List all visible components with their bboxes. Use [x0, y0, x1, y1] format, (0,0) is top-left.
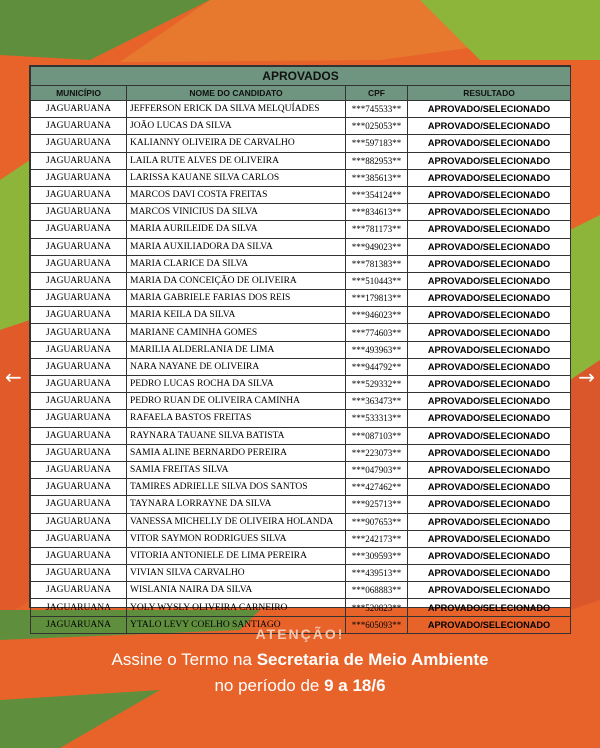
cell-cpf: ***087103**	[346, 427, 408, 444]
cell-nome: TAMIRES ADRIELLE SILVA DOS SANTOS	[127, 479, 346, 496]
cell-municipio: JAGUARUANA	[31, 410, 127, 427]
cell-municipio: JAGUARUANA	[31, 186, 127, 203]
table-row	[31, 479, 571, 496]
cell-nome: KALIANNY OLIVEIRA DE CARVALHO	[127, 135, 346, 152]
cell-nome: YOLY WYSLY OLIVEIRA CARNEIRO	[127, 599, 346, 616]
cell-resultado: APROVADO/SELECIONADO	[408, 444, 571, 461]
cell-cpf: ***354124**	[346, 186, 408, 203]
cell-resultado: APROVADO/SELECIONADO	[408, 565, 571, 582]
cell-cpf: ***944792**	[346, 358, 408, 375]
instruction-period-dates: 9 a 18/6	[324, 676, 386, 695]
cell-nome: MARIA AURILEIDE DA SILVA	[127, 221, 346, 238]
table-row	[31, 599, 571, 616]
table-row	[31, 186, 571, 203]
cell-cpf: ***223073**	[346, 444, 408, 461]
cell-resultado: APROVADO/SELECIONADO	[408, 135, 571, 152]
cell-nome: VANESSA MICHELLY DE OLIVEIRA HOLANDA	[127, 513, 346, 530]
cell-nome: MARIANE CAMINHA GOMES	[127, 324, 346, 341]
cell-resultado: APROVADO/SELECIONADO	[408, 547, 571, 564]
cell-municipio: JAGUARUANA	[31, 135, 127, 152]
table-row	[31, 565, 571, 582]
cell-municipio: JAGUARUANA	[31, 324, 127, 341]
cell-cpf: ***605093**	[346, 616, 408, 633]
table-row	[31, 444, 571, 461]
cell-nome: TAYNARA LORRAYNE DA SILVA	[127, 496, 346, 513]
cell-nome: RAFAELA BASTOS FREITAS	[127, 410, 346, 427]
cell-cpf: ***745533**	[346, 101, 408, 118]
cell-resultado: APROVADO/SELECIONADO	[408, 479, 571, 496]
cell-cpf: ***363473**	[346, 393, 408, 410]
cell-resultado: APROVADO/SELECIONADO	[408, 393, 571, 410]
cell-cpf: ***907653**	[346, 513, 408, 530]
cell-resultado: APROVADO/SELECIONADO	[408, 461, 571, 478]
table-row	[31, 307, 571, 324]
cell-resultado: APROVADO/SELECIONADO	[408, 169, 571, 186]
table-row	[31, 547, 571, 564]
cell-resultado: APROVADO/SELECIONADO	[408, 582, 571, 599]
cell-nome: MARCOS DAVI COSTA FREITAS	[127, 186, 346, 203]
cell-municipio: JAGUARUANA	[31, 358, 127, 375]
table-title: APROVADOS	[31, 67, 571, 86]
cell-cpf: ***533313**	[346, 410, 408, 427]
cell-resultado: APROVADO/SELECIONADO	[408, 238, 571, 255]
instruction-secretaria: Secretaria de Meio Ambiente	[256, 650, 489, 669]
cell-municipio: JAGUARUANA	[31, 118, 127, 135]
column-header-nome: NOME DO CANDIDATO	[127, 86, 346, 101]
table-row	[31, 290, 571, 307]
instruction-line-1	[0, 650, 600, 670]
instruction-period-text: no período de	[214, 676, 325, 695]
table-row	[31, 393, 571, 410]
cell-nome: MARILIA ALDERLANIA DE LIMA	[127, 341, 346, 358]
cell-municipio: JAGUARUANA	[31, 513, 127, 530]
cell-cpf: ***493963**	[346, 341, 408, 358]
cell-cpf: ***597183**	[346, 135, 408, 152]
cell-municipio: JAGUARUANA	[31, 599, 127, 616]
table-row	[31, 513, 571, 530]
cell-municipio: JAGUARUANA	[31, 255, 127, 272]
cell-cpf: ***047903**	[346, 461, 408, 478]
column-header-municipio: MUNICÍPIO	[31, 86, 127, 101]
cell-nome: MARIA DA CONCEIÇÃO DE OLIVEIRA	[127, 272, 346, 289]
table-row	[31, 427, 571, 444]
cell-resultado: APROVADO/SELECIONADO	[408, 255, 571, 272]
cell-cpf: ***946023**	[346, 307, 408, 324]
cell-resultado: APROVADO/SELECIONADO	[408, 221, 571, 238]
cell-municipio: JAGUARUANA	[31, 376, 127, 393]
cell-municipio: JAGUARUANA	[31, 582, 127, 599]
cell-cpf: ***949023**	[346, 238, 408, 255]
cell-nome: MARCOS VINICIUS DA SILVA	[127, 204, 346, 221]
arrow-left-icon[interactable]: ←	[5, 365, 22, 389]
cell-municipio: JAGUARUANA	[31, 152, 127, 169]
cell-resultado: APROVADO/SELECIONADO	[408, 358, 571, 375]
table-row	[31, 135, 571, 152]
cell-resultado: APROVADO/SELECIONADO	[408, 496, 571, 513]
cell-municipio: JAGUARUANA	[31, 307, 127, 324]
cell-municipio: JAGUARUANA	[31, 169, 127, 186]
cell-cpf: ***529332**	[346, 376, 408, 393]
cell-cpf: ***439513**	[346, 565, 408, 582]
cell-nome: VITOR SAYMON RODRIGUES SILVA	[127, 530, 346, 547]
cell-municipio: JAGUARUANA	[31, 565, 127, 582]
arrow-right-icon[interactable]: →	[578, 365, 595, 389]
cell-municipio: JAGUARUANA	[31, 101, 127, 118]
cell-cpf: ***385613**	[346, 169, 408, 186]
table-row	[31, 358, 571, 375]
table-row	[31, 169, 571, 186]
table-row	[31, 221, 571, 238]
cell-municipio: JAGUARUANA	[31, 221, 127, 238]
table-row	[31, 255, 571, 272]
cell-nome: MARIA KEILA DA SILVA	[127, 307, 346, 324]
cell-nome: WISLANIA NAIRA DA SILVA	[127, 582, 346, 599]
cell-cpf: ***781383**	[346, 255, 408, 272]
cell-resultado: APROVADO/SELECIONADO	[408, 410, 571, 427]
cell-nome: PEDRO RUAN DE OLIVEIRA CAMINHA	[127, 393, 346, 410]
cell-municipio: JAGUARUANA	[31, 204, 127, 221]
cell-nome: MARIA GABRIELE FARIAS DOS REIS	[127, 290, 346, 307]
cell-nome: LAILA RUTE ALVES DE OLIVEIRA	[127, 152, 346, 169]
cell-cpf: ***242173**	[346, 530, 408, 547]
cell-resultado: APROVADO/SELECIONADO	[408, 307, 571, 324]
cell-nome: VITORIA ANTONIELE DE LIMA PEREIRA	[127, 547, 346, 564]
table-row	[31, 582, 571, 599]
cell-municipio: JAGUARUANA	[31, 272, 127, 289]
cell-nome: SAMIA ALINE BERNARDO PEREIRA	[127, 444, 346, 461]
cell-municipio: JAGUARUANA	[31, 479, 127, 496]
column-header-cpf: CPF	[346, 86, 408, 101]
cell-resultado: APROVADO/SELECIONADO	[408, 272, 571, 289]
cell-cpf: ***774603**	[346, 324, 408, 341]
cell-cpf: ***510443**	[346, 272, 408, 289]
cell-nome: SAMIA FREITAS SILVA	[127, 461, 346, 478]
cell-cpf: ***309593**	[346, 547, 408, 564]
cell-cpf: ***427462**	[346, 479, 408, 496]
cell-nome: JEFFERSON ERICK DA SILVA MELQUÍADES	[127, 101, 346, 118]
cell-resultado: APROVADO/SELECIONADO	[408, 204, 571, 221]
table-row	[31, 376, 571, 393]
cell-nome: VIVIAN SILVA CARVALHO	[127, 565, 346, 582]
cell-municipio: JAGUARUANA	[31, 427, 127, 444]
table-row	[31, 101, 571, 118]
cell-resultado: APROVADO/SELECIONADO	[408, 616, 571, 633]
table-row	[31, 238, 571, 255]
cell-resultado: APROVADO/SELECIONADO	[408, 152, 571, 169]
cell-resultado: APROVADO/SELECIONADO	[408, 186, 571, 203]
cell-nome: RAYNARA TAUANE SILVA BATISTA	[127, 427, 346, 444]
cell-municipio: JAGUARUANA	[31, 341, 127, 358]
cell-resultado: APROVADO/SELECIONADO	[408, 118, 571, 135]
cell-nome: YTALO LEVY COELHO SANTIAGO	[127, 616, 346, 633]
cell-resultado: APROVADO/SELECIONADO	[408, 513, 571, 530]
cell-resultado: APROVADO/SELECIONADO	[408, 290, 571, 307]
table-row	[31, 410, 571, 427]
cell-resultado: APROVADO/SELECIONADO	[408, 341, 571, 358]
cell-municipio: JAGUARUANA	[31, 461, 127, 478]
cell-cpf: ***179813**	[346, 290, 408, 307]
cell-resultado: APROVADO/SELECIONADO	[408, 530, 571, 547]
cell-resultado: APROVADO/SELECIONADO	[408, 427, 571, 444]
table-row	[31, 530, 571, 547]
cell-resultado: APROVADO/SELECIONADO	[408, 101, 571, 118]
approved-table	[30, 66, 571, 634]
cell-cpf: ***520823**	[346, 599, 408, 616]
cell-cpf: ***068883**	[346, 582, 408, 599]
cell-cpf: ***882953**	[346, 152, 408, 169]
cell-cpf: ***025053**	[346, 118, 408, 135]
cell-municipio: JAGUARUANA	[31, 530, 127, 547]
table-row	[31, 461, 571, 478]
cell-municipio: JAGUARUANA	[31, 547, 127, 564]
table-row	[31, 272, 571, 289]
attention-heading: ATENÇÃO!	[255, 626, 345, 642]
instruction-text: Assine o Termo na	[111, 650, 257, 669]
table-row	[31, 496, 571, 513]
cell-municipio: JAGUARUANA	[31, 496, 127, 513]
table-row	[31, 118, 571, 135]
cell-nome: MARIA CLARICE DA SILVA	[127, 255, 346, 272]
cell-municipio: JAGUARUANA	[31, 290, 127, 307]
cell-nome: NARA NAYANE DE OLIVEIRA	[127, 358, 346, 375]
cell-nome: PEDRO LUCAS ROCHA DA SILVA	[127, 376, 346, 393]
cell-cpf: ***834613**	[346, 204, 408, 221]
table-row	[31, 152, 571, 169]
table-row	[31, 204, 571, 221]
approved-table-panel	[29, 65, 571, 630]
table-row	[31, 341, 571, 358]
cell-resultado: APROVADO/SELECIONADO	[408, 376, 571, 393]
column-header-resultado: RESULTADO	[408, 86, 571, 101]
cell-resultado: APROVADO/SELECIONADO	[408, 599, 571, 616]
instruction-line-2	[0, 676, 600, 696]
cell-resultado: APROVADO/SELECIONADO	[408, 324, 571, 341]
table-row	[31, 324, 571, 341]
cell-cpf: ***925713**	[346, 496, 408, 513]
cell-nome: JOÃO LUCAS DA SILVA	[127, 118, 346, 135]
cell-municipio: JAGUARUANA	[31, 393, 127, 410]
cell-municipio: JAGUARUANA	[31, 444, 127, 461]
cell-municipio: JAGUARUANA	[31, 238, 127, 255]
cell-cpf: ***781173**	[346, 221, 408, 238]
cell-nome: LARISSA KAUANE SILVA CARLOS	[127, 169, 346, 186]
cell-municipio: JAGUARUANA	[31, 616, 127, 633]
cell-nome: MARIA AUXILIADORA DA SILVA	[127, 238, 346, 255]
